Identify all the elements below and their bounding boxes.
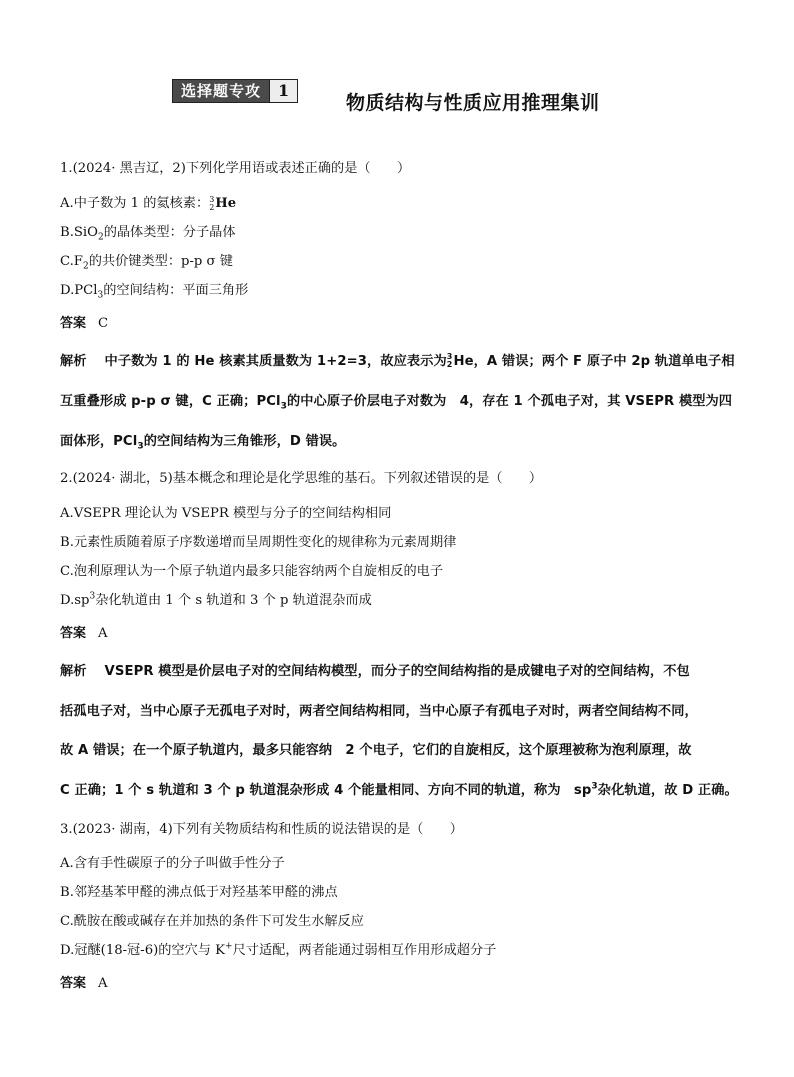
q1-stem: 1.(2024· 黑吉辽，2)下列化学用语或表述正确的是（ ）: [60, 161, 411, 176]
section-tag: [172, 79, 298, 103]
explanation-nuclide: [447, 353, 453, 369]
explanation-text: 面体形，PCl: [60, 434, 138, 449]
q2-answer: [60, 622, 108, 641]
q1-option-a-nuclide: [209, 196, 214, 212]
q1-answer: [60, 312, 108, 331]
explanation-text: He，A 错误；两个 F 原子中 2p 轨道单电子相: [453, 354, 735, 369]
q2-stem: 2.(2024· 湖北，5)基本概念和理论是化学思维的基石。下列叙述错误的是（ ）: [60, 471, 543, 486]
explanation-text: 的空间结构为三角锥形，D 错误。: [143, 434, 346, 449]
q3-option-d-text: D.冠醚(18-冠-6)的空穴与 K: [60, 943, 226, 958]
nuclide-mass-number: 3: [209, 194, 215, 204]
answer-label: 答案: [60, 316, 87, 331]
q2-option-a: A.VSEPR 理论认为 VSEPR 模型与分子的空间结构相同: [60, 506, 392, 521]
nuclide-mass-number: 3: [446, 352, 453, 361]
q1-option-c-tail: 的共价键类型：p-p σ 键: [88, 254, 233, 269]
q2-explanation-line-3: 故 A 错误；在一个原子轨道内，最多只能容纳 2 个电子，它们的自旋相反，这个原理被称为泡利原理，故: [60, 743, 692, 758]
q1-option-b: [60, 221, 236, 243]
q1-option-c: [60, 250, 233, 272]
q1-option-a-text: A.中子数为 1 的氦核素：: [60, 196, 210, 211]
answer-value: A: [98, 626, 108, 641]
q1-option-b-tail: 的晶体类型：分子晶体: [103, 225, 236, 240]
answer-label: 答案: [60, 626, 87, 641]
explanation-text: 杂化轨道，故 D 正确。: [597, 783, 738, 798]
q3-option-a: A.含有手性碳原子的分子叫做手性分子: [60, 856, 285, 871]
q2-explanation-line-2: 括孤电子对，当中心原子无孤电子对时，两者空间结构相同，当中心原子有孤电子对时，两者空间结构不同，: [60, 704, 698, 719]
subscript: 2: [82, 261, 89, 272]
q1-explanation-line-1: [60, 350, 735, 369]
q2-option-b: B.元素性质随着原子序数递增而呈周期性变化的规律称为元素周期律: [60, 535, 457, 550]
subscript: 2: [97, 232, 104, 243]
section-header: [172, 78, 298, 104]
answer-value: A: [98, 976, 108, 991]
q3-option-d-tail: 尺寸适配，两者能通过弱相互作用形成超分子: [232, 943, 497, 958]
subscript: 3: [97, 290, 104, 301]
q1-option-a: [60, 192, 236, 212]
q1-option-b-text: B.SiO: [60, 225, 98, 240]
q2-explanation-line-1: 解析 VSEPR 模型是价层电子对的空间结构模型，而分子的空间结构指的是成键电子对的空间结构，不包: [60, 664, 690, 679]
q1-explanation-line-2: [60, 390, 732, 412]
q3-option-d: [60, 939, 496, 958]
explanation-text: 的中心原子价层电子对数为 4，存在 1 个孤电子对，其 VSEPR 模型为四: [286, 394, 733, 409]
q3-option-b: B.邻羟基苯甲醛的沸点低于对羟基苯甲醛的沸点: [60, 885, 338, 900]
explanation-text: 解析 中子数为 1 的 He 核素其质量数为 1+2=3，故应表示为: [60, 354, 447, 369]
answer-value: C: [98, 316, 109, 331]
q1-explanation-line-3: [60, 430, 345, 452]
q2-option-c: C.泡利原理认为一个原子轨道内最多只能容纳两个自旋相反的电子: [60, 564, 444, 579]
section-tag-label: 选择题专攻: [173, 80, 269, 102]
nuclide-symbol: He: [215, 196, 237, 211]
q3-stem: 3.(2023· 湖南，4)下列有关物质结构和性质的说法错误的是（ ）: [60, 822, 463, 837]
nuclide-atomic-number: 2: [446, 360, 453, 369]
q2-explanation-line-4: [60, 779, 738, 798]
explanation-text: 互重叠形成 p-p σ 键，C 正确；PCl: [60, 394, 281, 409]
nuclide-atomic-number: 2: [209, 202, 215, 212]
q2-option-d-tail: 杂化轨道由 1 个 s 轨道和 3 个 p 轨道混杂而成: [95, 593, 372, 608]
page-title: 物质结构与性质应用推理集训: [346, 92, 600, 114]
superscript: 3: [89, 591, 96, 602]
q1-option-d-tail: 的空间结构：平面三角形: [103, 283, 249, 298]
superscript: 3: [591, 781, 598, 792]
explanation-text: C 正确；1 个 s 轨道和 3 个 p 轨道混杂形成 4 个能量相同、方向不同的轨道，称为 sp: [60, 783, 592, 798]
section-tag-number: 1: [269, 80, 297, 102]
q1-option-c-text: C.F: [60, 254, 83, 269]
subscript: 3: [280, 401, 287, 412]
superscript: +: [225, 941, 233, 952]
q2-option-d: [60, 589, 372, 608]
q1-option-d-text: D.PCl: [60, 283, 98, 298]
q2-option-d-text: D.sp: [60, 593, 90, 608]
answer-label: 答案: [60, 976, 87, 991]
q3-option-c: C.酰胺在酸或碱存在并加热的条件下可发生水解反应: [60, 914, 364, 929]
subscript: 3: [137, 441, 144, 452]
q3-answer: [60, 972, 108, 991]
q1-option-d: [60, 279, 248, 301]
